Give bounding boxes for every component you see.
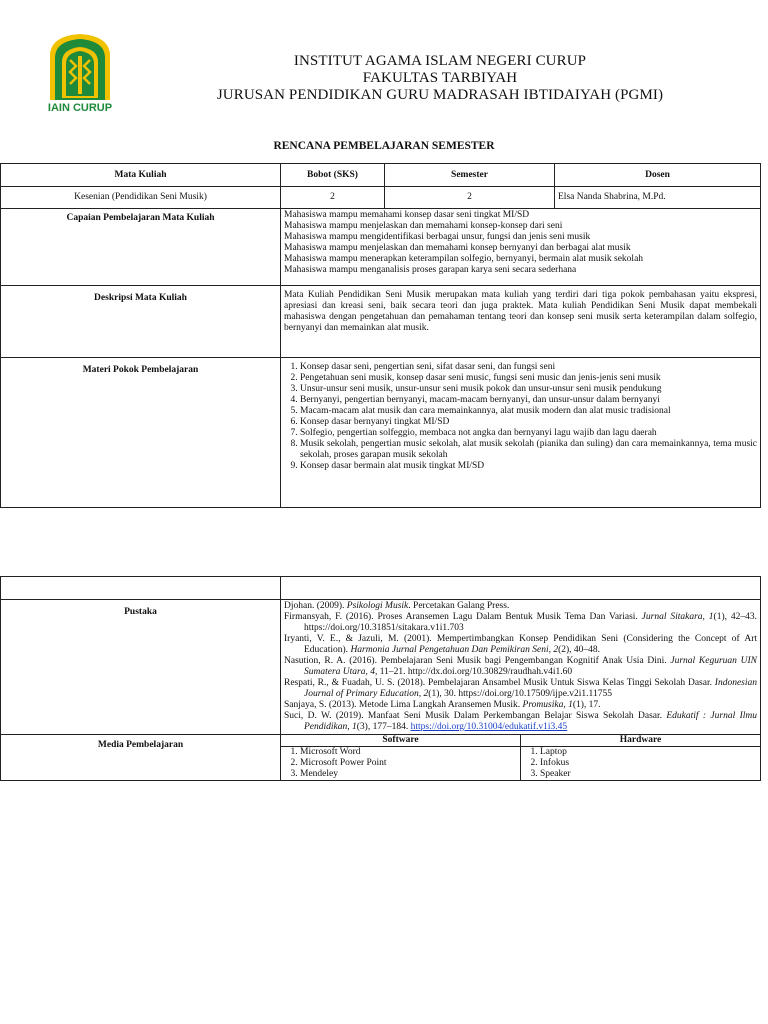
materi-item: 4. Bernyanyi, pengertian bernyanyi, macam-macam bernyanyi, dan unsur-unsur dalam bernyanyi (300, 395, 757, 406)
cpmk-item: Mahasiswa mampu mengidentifikasi berbagai unsur, fungsi dan jenis seni musik (284, 232, 591, 242)
header-line-department: JURUSAN PENDIDIKAN GURU MADRASAH IBTIDAIYAH (PGMI) (216, 87, 664, 103)
header-line-faculty: FAKULTAS TARBIYAH (362, 70, 518, 86)
logo-text: IAIN CURUP (47, 102, 113, 114)
reference-item: Sanjaya, S. (2013). Metode Lima Langkah Aransemen Musik. Promusika, 1(1), 17. (284, 700, 601, 710)
software-header: Software (281, 735, 521, 747)
document-title: RENCANA PEMBELAJARAN SEMESTER (273, 140, 495, 152)
cpmk-item: Mahasiswa mampu menganalisis proses garapan karya seni secara sederhana (284, 265, 577, 275)
hardware-item: 1. Laptop (540, 747, 757, 758)
materi-label: Materi Pokok Pembelajaran (1, 358, 281, 508)
cpmk-item: Mahasiswa mampu menjelaskan dan memahami konsep bernyanyi dan berbagai alat musik (284, 243, 631, 253)
reference-item: Firmansyah, F. (2016). Proses Aransemen Lagu Dalam Bentuk Musik Tema Dan Variasi. Jurnal Sitakara, 1(1), 42–43. https://doi.org/10.31851/sitakara.v1i1.703 (284, 612, 757, 633)
media-subtable (281, 735, 760, 780)
deskripsi-label: Deskripsi Mata Kuliah (1, 286, 281, 358)
hardware-item: 3. Speaker (540, 769, 757, 780)
empty-cell (1, 577, 281, 600)
reference-item: Iryanti, V. E., & Jazuli, M. (2001). Mempertimbangkan Konsep Pendidikan Seni (Considering the Concept of Art Education). Harmonia Jurnal Pengetahuan Dan Pemikiran Seni, 2(2), 40–48. (284, 634, 757, 655)
rps-reference-table (0, 576, 761, 781)
reference-item: Respati, R., & Fuadah, U. S. (2018). Pembelajaran Ansambel Musik Untuk Siswa Kelas Tinggi Sekolah Dasar. Indonesian Journal of Primary Education, 2(1), 30. https://doi.org/10.17509/ijpe.v2i1.11755 (284, 678, 757, 699)
reference-item: Djohan. (2009). Psikologi Musik. Percetakan Galang Press. (284, 601, 510, 611)
cpmk-item: Mahasiswa mampu memahami konsep dasar seni tingkat MI/SD (284, 210, 530, 220)
materi-item: 5. Macam-macam alat musik dan cara memainkannya, alat musik modern dan alat music tradisional (300, 406, 757, 417)
header-semester: Semester (385, 164, 555, 187)
cpmk-list (281, 209, 761, 286)
cpmk-label: Capaian Pembelajaran Mata Kuliah (1, 209, 281, 286)
cpmk-item: Mahasiswa mampu menjelaskan dan memahami konsep-konsep dari seni (284, 221, 563, 231)
header-line-institute: INSTITUT AGAMA ISLAM NEGERI CURUP (293, 53, 587, 69)
materi-item: 8. Musik sekolah, pengertian music sekolah, alat musik sekolah (pianika dan suling) dan cara memainkannya, tema music sekolah, proses garapan musik sekolah (300, 439, 757, 461)
empty-cell (281, 577, 761, 600)
materi-list (281, 358, 761, 508)
reference-item: Suci, D. W. (2019). Manfaat Seni Musik Dalam Perkembangan Belajar Siswa Sekolah Dasar. Edukatif : Jurnal Ilmu Pendidikan, 1(3), 177–184. https://doi.org/10.31004/edukatif.v1i3.45 (284, 711, 757, 732)
materi-item: 2. Pengetahuan seni musik, konsep dasar seni music, fungsi seni music dan jenis-jenis seni musik (300, 373, 757, 384)
software-list (281, 747, 521, 781)
materi-item: 6. Konsep dasar bernyanyi tingkat MI/SD (300, 417, 757, 428)
materi-item: 7. Solfegio, pengertian solfeggio, membaca not angka dan bernyanyi lagu wajib dan lagu daerah (300, 428, 757, 439)
software-item: 2. Microsoft Power Point (300, 758, 517, 769)
header-dosen: Dosen (555, 164, 761, 187)
course-semester: 2 (385, 187, 555, 209)
media-table-cell (281, 735, 761, 781)
materi-item: 3. Unsur-unsur seni musik, unsur-unsur seni musik pokok dan unsur-unsur seni musik pendukung (300, 384, 757, 395)
materi-item: 9. Konsep dasar bermain alat musik tingkat MI/SD (300, 461, 757, 472)
rps-main-table (0, 163, 761, 508)
software-item: 1. Microsoft Word (300, 747, 517, 758)
hardware-item: 2. Infokus (540, 758, 757, 769)
course-credits: 2 (281, 187, 385, 209)
course-name: Kesenian (Pendidikan Seni Musik) (1, 187, 281, 209)
pustaka-label: Pustaka (1, 600, 281, 735)
hardware-list (521, 747, 761, 781)
reference-item: Nasution, R. A. (2016). Pembelajaran Seni Musik bagi Pengembangan Kognitif Anak Usia Dini. Jurnal Keguruan UIN Sumatera Utara, 4, 11–21. http://dx.doi.org/10.30829/raudhah.v4i1.60 (284, 656, 757, 677)
iain-curup-logo (44, 32, 116, 114)
header-bobot: Bobot (SKS) (281, 164, 385, 187)
hardware-header: Hardware (521, 735, 761, 747)
institution-header (140, 53, 740, 104)
course-lecturer: Elsa Nanda Shabrina, M.Pd. (555, 187, 761, 209)
software-item: 3. Mendeley (300, 769, 517, 780)
doi-link[interactable]: https://doi.org/10.31004/edukatif.v1i3.45 (410, 722, 568, 732)
cpmk-item: Mahasiswa mampu menerapkan keterampilan solfegio, bernyanyi, bermain alat musik sekolah (284, 254, 644, 264)
materi-item: 1. Konsep dasar seni, pengertian seni, sifat dasar seni, dan fungsi seni (300, 362, 757, 373)
media-label: Media Pembelajaran (1, 735, 281, 781)
deskripsi-text: Mata Kuliah Pendidikan Seni Musik merupakan mata kuliah yang terdiri dari tiga pokok pembahasan yaitu ekspresi, apresiasi dan kreasi seni, baik secara teori dan juga praktek. Mata kuliah Pendidikan Seni Musik dapat membekali mahasiswa dengan pengetahuan dan pemahaman tentang teori dan konsep seni musik serta keterampilan dalam solfegio, bernyanyi dan memainkan alat musik. (281, 286, 761, 358)
pustaka-list (281, 600, 761, 735)
header-mata-kuliah: Mata Kuliah (1, 164, 281, 187)
